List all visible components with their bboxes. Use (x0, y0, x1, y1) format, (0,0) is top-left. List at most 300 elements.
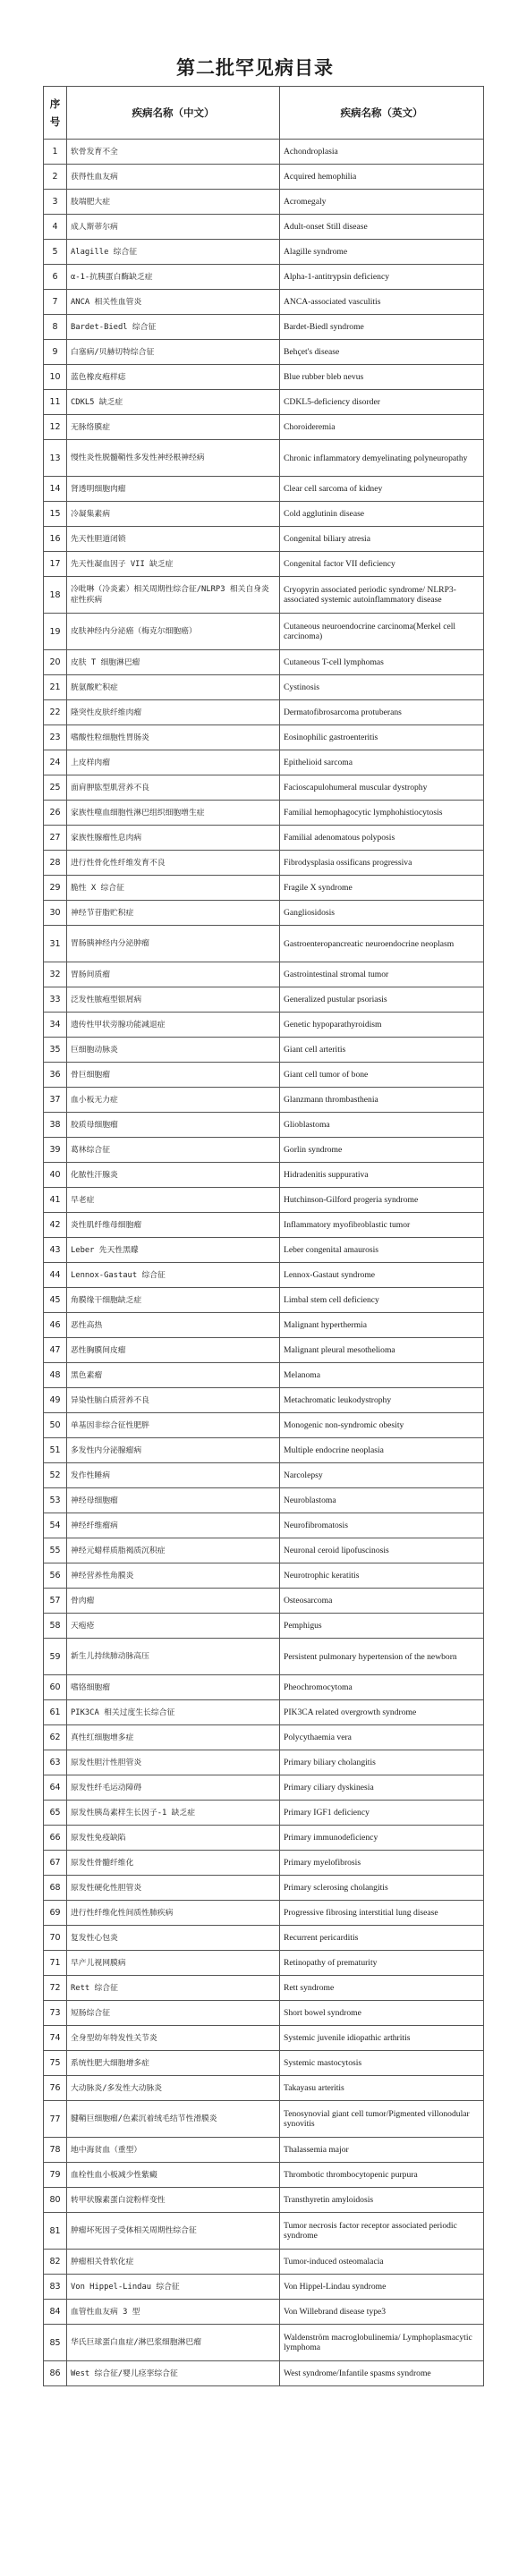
disease-name-chinese: α-1-抗胰蛋白酶缺乏症 (67, 265, 280, 290)
table-row (44, 2275, 484, 2300)
disease-name-english: Neuronal ceroid lipofuscinosis (280, 1538, 484, 1563)
table-row (44, 140, 484, 165)
disease-name-english: Osteosarcoma (280, 1589, 484, 1614)
disease-name-chinese: 蓝色橡皮疱样痣 (67, 365, 280, 390)
row-number: 16 (44, 527, 67, 552)
table-row (44, 2051, 484, 2076)
table-row (44, 1951, 484, 1976)
disease-name-english: Pheochromocytoma (280, 1675, 484, 1700)
disease-name-english: Waldenström macroglobulinemia/ Lymphoplasmacytic lymphoma (280, 2325, 484, 2361)
row-number: 5 (44, 240, 67, 265)
disease-name-english: Neurotrophic keratitis (280, 1563, 484, 1589)
row-number: 83 (44, 2275, 67, 2300)
disease-name-chinese: West 综合征/婴儿痉挛综合征 (67, 2361, 280, 2386)
disease-name-english: Generalized pustular psoriasis (280, 987, 484, 1013)
disease-name-english: Lennox-Gastaut syndrome (280, 1263, 484, 1288)
disease-name-english: Primary immunodeficiency (280, 1826, 484, 1851)
disease-name-chinese: 血管性血友病 3 型 (67, 2300, 280, 2325)
disease-name-chinese: 发作性睡病 (67, 1463, 280, 1488)
disease-name-chinese: Rett 综合征 (67, 1976, 280, 2001)
disease-name-chinese: 角膜缘干细胞缺乏症 (67, 1288, 280, 1313)
row-number: 41 (44, 1188, 67, 1213)
disease-name-english: Neuroblastoma (280, 1488, 484, 1513)
row-number: 24 (44, 750, 67, 775)
row-number: 2 (44, 165, 67, 190)
row-number: 1 (44, 140, 67, 165)
row-number: 37 (44, 1088, 67, 1113)
disease-name-chinese: 神经母细胞瘤 (67, 1488, 280, 1513)
row-number: 49 (44, 1388, 67, 1413)
table-row (44, 340, 484, 365)
disease-name-chinese: 皮肤 T 细胞淋巴瘤 (67, 650, 280, 675)
disease-name-chinese: 地中海贫血（重型） (67, 2138, 280, 2163)
disease-name-english: Eosinophilic gastroenteritis (280, 725, 484, 750)
disease-name-english: West syndrome/Infantile spasms syndrome (280, 2361, 484, 2386)
page-title: 第二批罕见病目录 (176, 57, 334, 79)
disease-name-english: Bardet-Biedl syndrome (280, 315, 484, 340)
disease-name-english: Takayasu arteritis (280, 2076, 484, 2101)
table-row (44, 826, 484, 851)
table-row (44, 1213, 484, 1238)
table-row (44, 2138, 484, 2163)
row-number: 54 (44, 1513, 67, 1538)
disease-name-english: Von Hippel-Lindau syndrome (280, 2275, 484, 2300)
disease-name-english: Gangliosidosis (280, 901, 484, 926)
disease-name-english: Multiple endocrine neoplasia (280, 1438, 484, 1463)
disease-name-english: Clear cell sarcoma of kidney (280, 477, 484, 502)
row-number: 74 (44, 2026, 67, 2051)
disease-name-english: Primary myelofibrosis (280, 1851, 484, 1876)
disease-name-english: Neurofibromatosis (280, 1513, 484, 1538)
row-number: 29 (44, 876, 67, 901)
row-number: 22 (44, 700, 67, 725)
table-row (44, 851, 484, 876)
row-number: 7 (44, 290, 67, 315)
table-row (44, 1976, 484, 2001)
table-row (44, 440, 484, 477)
row-number: 55 (44, 1538, 67, 1563)
disease-name-english: Leber congenital amaurosis (280, 1238, 484, 1263)
table-row (44, 987, 484, 1013)
disease-name-chinese: 原发性免疫缺陷 (67, 1826, 280, 1851)
row-number: 48 (44, 1363, 67, 1388)
disease-name-english: PIK3CA related overgrowth syndrome (280, 1700, 484, 1725)
disease-name-chinese: 真性红细胞增多症 (67, 1725, 280, 1750)
row-number: 62 (44, 1725, 67, 1750)
table-row (44, 1063, 484, 1088)
table-row (44, 1801, 484, 1826)
disease-name-english: Melanoma (280, 1363, 484, 1388)
rare-disease-table (43, 86, 484, 2386)
disease-name-chinese: 嗜酸性粒细胞性胃肠炎 (67, 725, 280, 750)
disease-name-chinese: 化脓性汗腺炎 (67, 1163, 280, 1188)
table-row (44, 650, 484, 675)
table-row (44, 725, 484, 750)
table-row (44, 1338, 484, 1363)
disease-name-english: Acquired hemophilia (280, 165, 484, 190)
disease-name-english: Transthyretin amyloidosis (280, 2188, 484, 2213)
row-number: 8 (44, 315, 67, 340)
row-number: 67 (44, 1851, 67, 1876)
row-number: 39 (44, 1138, 67, 1163)
table-row (44, 962, 484, 987)
table-row (44, 675, 484, 700)
row-number: 28 (44, 851, 67, 876)
disease-name-english: Achondroplasia (280, 140, 484, 165)
row-number: 64 (44, 1775, 67, 1801)
disease-name-chinese: 肿瘤相关骨软化症 (67, 2250, 280, 2275)
table-row (44, 315, 484, 340)
disease-name-english: Primary ciliary dyskinesia (280, 1775, 484, 1801)
disease-name-chinese: 胱氨酸贮积症 (67, 675, 280, 700)
table-row (44, 614, 484, 650)
row-number: 19 (44, 614, 67, 650)
table-row (44, 2101, 484, 2138)
disease-name-chinese: 神经节苷脂贮积症 (67, 901, 280, 926)
table-row (44, 2325, 484, 2361)
disease-name-chinese: 家族性噬血细胞性淋巴组织细胞增生症 (67, 801, 280, 826)
disease-name-chinese: 骨肉瘤 (67, 1589, 280, 1614)
disease-name-chinese: ANCA 相关性血管炎 (67, 290, 280, 315)
row-number: 30 (44, 901, 67, 926)
disease-name-english: Giant cell arteritis (280, 1038, 484, 1063)
row-number: 6 (44, 265, 67, 290)
disease-name-chinese: 肢端肥大症 (67, 190, 280, 215)
disease-name-chinese: 获得性血友病 (67, 165, 280, 190)
row-number: 85 (44, 2325, 67, 2361)
disease-name-chinese: 巨细胞动脉炎 (67, 1038, 280, 1063)
table-row (44, 415, 484, 440)
disease-name-chinese: 转甲状腺素蛋白淀粉样变性 (67, 2188, 280, 2213)
row-number: 17 (44, 552, 67, 577)
disease-name-english: Primary sclerosing cholangitis (280, 1876, 484, 1901)
disease-name-english: Gorlin syndrome (280, 1138, 484, 1163)
disease-name-chinese: 原发性胆汁性胆管炎 (67, 1750, 280, 1775)
row-number: 12 (44, 415, 67, 440)
disease-name-english: Short bowel syndrome (280, 2001, 484, 2026)
table-row (44, 1700, 484, 1725)
disease-name-chinese: 慢性炎性脱髓鞘性多发性神经根神经病 (67, 440, 280, 477)
disease-name-english: Familial adenomatous polyposis (280, 826, 484, 851)
row-number: 14 (44, 477, 67, 502)
table-row (44, 2163, 484, 2188)
table-row (44, 2076, 484, 2101)
table-row (44, 1488, 484, 1513)
header-no: 序号 (44, 87, 67, 140)
table-row (44, 1901, 484, 1926)
disease-name-chinese: 黑色素瘤 (67, 1363, 280, 1388)
disease-name-english: Rett syndrome (280, 1976, 484, 2001)
table-row (44, 2250, 484, 2275)
table-row (44, 1013, 484, 1038)
row-number: 9 (44, 340, 67, 365)
disease-name-chinese: 白塞病/贝赫切特综合征 (67, 340, 280, 365)
disease-name-chinese: 炎性肌纤维母细胞瘤 (67, 1213, 280, 1238)
disease-name-english: Von Willebrand disease type3 (280, 2300, 484, 2325)
row-number: 59 (44, 1639, 67, 1675)
disease-name-chinese: 胶质母细胞瘤 (67, 1113, 280, 1138)
disease-name-english: Glanzmann thrombasthenia (280, 1088, 484, 1113)
disease-name-chinese: 面肩胛肱型肌营养不良 (67, 775, 280, 801)
disease-name-chinese: 先天性胆道闭锁 (67, 527, 280, 552)
disease-name-chinese: 葛林综合征 (67, 1138, 280, 1163)
row-number: 26 (44, 801, 67, 826)
disease-name-chinese: 腱鞘巨细胞瘤/色素沉着绒毛结节性滑膜炎 (67, 2101, 280, 2138)
disease-name-english: Persistent pulmonary hypertension of the newborn (280, 1639, 484, 1675)
disease-name-english: Progressive fibrosing interstitial lung disease (280, 1901, 484, 1926)
row-number: 77 (44, 2101, 67, 2138)
row-number: 36 (44, 1063, 67, 1088)
row-number: 80 (44, 2188, 67, 2213)
table-row (44, 1413, 484, 1438)
table-row (44, 1513, 484, 1538)
row-number: 4 (44, 215, 67, 240)
disease-name-chinese: 遗传性甲状旁腺功能减退症 (67, 1013, 280, 1038)
table-row (44, 1438, 484, 1463)
row-number: 79 (44, 2163, 67, 2188)
table-row (44, 1826, 484, 1851)
disease-name-english: Cutaneous T-cell lymphomas (280, 650, 484, 675)
disease-name-chinese: 隆突性皮肤纤维肉瘤 (67, 700, 280, 725)
disease-name-chinese: 泛发性脓疱型银屑病 (67, 987, 280, 1013)
row-number: 73 (44, 2001, 67, 2026)
table-row (44, 390, 484, 415)
table-row (44, 365, 484, 390)
disease-name-chinese: 系统性肥大细胞增多症 (67, 2051, 280, 2076)
row-number: 72 (44, 1976, 67, 2001)
disease-name-english: Adult-onset Still disease (280, 215, 484, 240)
disease-name-english: Limbal stem cell deficiency (280, 1288, 484, 1313)
header-chinese-name: 疾病名称（中文） (67, 87, 280, 140)
disease-name-english: Primary IGF1 deficiency (280, 1801, 484, 1826)
row-number: 81 (44, 2213, 67, 2250)
table-row (44, 750, 484, 775)
disease-name-english: Congenital biliary atresia (280, 527, 484, 552)
table-row (44, 2026, 484, 2051)
row-number: 21 (44, 675, 67, 700)
disease-name-chinese: 进行性纤维化性间质性肺疾病 (67, 1901, 280, 1926)
disease-name-chinese: 进行性骨化性纤维发育不良 (67, 851, 280, 876)
disease-name-english: Malignant hyperthermia (280, 1313, 484, 1338)
row-number: 3 (44, 190, 67, 215)
disease-name-english: ANCA-associated vasculitis (280, 290, 484, 315)
disease-name-chinese: 无脉络膜症 (67, 415, 280, 440)
disease-name-english: Fragile X syndrome (280, 876, 484, 901)
table-row (44, 1463, 484, 1488)
row-number: 33 (44, 987, 67, 1013)
disease-name-english: Systemic juvenile idiopathic arthritis (280, 2026, 484, 2051)
disease-name-chinese: 成人斯蒂尔病 (67, 215, 280, 240)
disease-name-english: Gastrointestinal stromal tumor (280, 962, 484, 987)
disease-name-chinese: 血栓性血小板减少性紫癜 (67, 2163, 280, 2188)
disease-name-english: Pemphigus (280, 1614, 484, 1639)
table-row (44, 2213, 484, 2250)
row-number: 84 (44, 2300, 67, 2325)
row-number: 53 (44, 1488, 67, 1513)
disease-name-english: Hutchinson-Gilford progeria syndrome (280, 1188, 484, 1213)
disease-name-chinese: 软骨发育不全 (67, 140, 280, 165)
disease-name-chinese: PIK3CA 相关过度生长综合征 (67, 1700, 280, 1725)
disease-name-chinese: 原发性硬化性胆管炎 (67, 1876, 280, 1901)
disease-name-chinese: 胃肠间质瘤 (67, 962, 280, 987)
disease-name-english: Cystinosis (280, 675, 484, 700)
disease-name-chinese: 肾透明细胞肉瘤 (67, 477, 280, 502)
table-row (44, 265, 484, 290)
disease-name-chinese: 短肠综合征 (67, 2001, 280, 2026)
row-number: 44 (44, 1263, 67, 1288)
disease-name-chinese: 嗜铬细胞瘤 (67, 1675, 280, 1700)
row-number: 18 (44, 577, 67, 614)
row-number: 11 (44, 390, 67, 415)
disease-name-english: Acromegaly (280, 190, 484, 215)
row-number: 42 (44, 1213, 67, 1238)
row-number: 68 (44, 1876, 67, 1901)
disease-name-english: Tenosynovial giant cell tumor/Pigmented villonodular synovitis (280, 2101, 484, 2138)
disease-name-english: Dermatofibrosarcoma protuberans (280, 700, 484, 725)
disease-name-english: Choroideremia (280, 415, 484, 440)
row-number: 20 (44, 650, 67, 675)
table-row (44, 240, 484, 265)
row-number: 75 (44, 2051, 67, 2076)
row-number: 38 (44, 1113, 67, 1138)
row-number: 76 (44, 2076, 67, 2101)
disease-name-english: Alpha-1-antitrypsin deficiency (280, 265, 484, 290)
row-number: 61 (44, 1700, 67, 1725)
disease-name-chinese: 冷吡啉（冷炎素）相关周期性综合征/NLRP3 相关自身炎症性疾病 (67, 577, 280, 614)
disease-name-chinese: 血小板无力症 (67, 1088, 280, 1113)
table-row (44, 1188, 484, 1213)
row-number: 63 (44, 1750, 67, 1775)
row-number: 45 (44, 1288, 67, 1313)
table-header-row (44, 87, 484, 140)
table-row (44, 1563, 484, 1589)
disease-name-english: Genetic hypoparathyroidism (280, 1013, 484, 1038)
disease-name-english: Thalassemia major (280, 2138, 484, 2163)
disease-name-english: Behçet's disease (280, 340, 484, 365)
disease-name-english: Glioblastoma (280, 1113, 484, 1138)
disease-name-chinese: Bardet-Biedl 综合征 (67, 315, 280, 340)
disease-name-chinese: 原发性胰岛素样生长因子-1 缺乏症 (67, 1801, 280, 1826)
table-row (44, 1589, 484, 1614)
disease-name-chinese: 家族性腺瘤性息肉病 (67, 826, 280, 851)
table-row (44, 1138, 484, 1163)
disease-name-chinese: 恶性胸膜间皮瘤 (67, 1338, 280, 1363)
disease-name-chinese: Leber 先天性黑矇 (67, 1238, 280, 1263)
row-number: 27 (44, 826, 67, 851)
table-row (44, 190, 484, 215)
table-row (44, 801, 484, 826)
disease-name-english: Metachromatic leukodystrophy (280, 1388, 484, 1413)
table-row (44, 700, 484, 725)
disease-name-chinese: 骨巨细胞瘤 (67, 1063, 280, 1088)
table-row (44, 1263, 484, 1288)
disease-name-english: Familial hemophagocytic lymphohistiocytosis (280, 801, 484, 826)
table-row (44, 1775, 484, 1801)
row-number: 10 (44, 365, 67, 390)
disease-name-chinese: 异染性脑白质营养不良 (67, 1388, 280, 1413)
row-number: 32 (44, 962, 67, 987)
table-row (44, 1725, 484, 1750)
disease-name-chinese: 肿瘤坏死因子受体相关周期性综合征 (67, 2213, 280, 2250)
disease-name-english: Facioscapulohumeral muscular dystrophy (280, 775, 484, 801)
disease-name-english: Congenital factor VII deficiency (280, 552, 484, 577)
disease-name-english: Inflammatory myofibroblastic tumor (280, 1213, 484, 1238)
row-number: 58 (44, 1614, 67, 1639)
disease-name-chinese: 复发性心包炎 (67, 1926, 280, 1951)
disease-name-english: CDKL5-deficiency disorder (280, 390, 484, 415)
table-row (44, 1163, 484, 1188)
row-number: 35 (44, 1038, 67, 1063)
disease-name-english: Alagille syndrome (280, 240, 484, 265)
disease-name-english: Cutaneous neuroendocrine carcinoma(Merkel cell carcinoma) (280, 614, 484, 650)
disease-name-chinese: 皮肤神经内分泌癌（梅克尔细胞癌） (67, 614, 280, 650)
disease-name-chinese: 冷凝集素病 (67, 502, 280, 527)
row-number: 46 (44, 1313, 67, 1338)
disease-name-english: Giant cell tumor of bone (280, 1063, 484, 1088)
row-number: 50 (44, 1413, 67, 1438)
disease-name-chinese: 神经元蜡样质脂褐质沉积症 (67, 1538, 280, 1563)
row-number: 51 (44, 1438, 67, 1463)
disease-name-english: Narcolepsy (280, 1463, 484, 1488)
disease-name-english: Retinopathy of prematurity (280, 1951, 484, 1976)
table-row (44, 1113, 484, 1138)
table-row (44, 2361, 484, 2386)
table-row (44, 1363, 484, 1388)
row-number: 65 (44, 1801, 67, 1826)
disease-name-english: Monogenic non-syndromic obesity (280, 1413, 484, 1438)
disease-name-chinese: 先天性凝血因子 VII 缺乏症 (67, 552, 280, 577)
row-number: 56 (44, 1563, 67, 1589)
disease-name-english: Cryopyrin associated periodic syndrome/ NLRP3-associated systemic autoinflammatory disease (280, 577, 484, 614)
disease-name-chinese: 早产儿视网膜病 (67, 1951, 280, 1976)
table-row (44, 2001, 484, 2026)
table-row (44, 215, 484, 240)
table-row (44, 1313, 484, 1338)
row-number: 71 (44, 1951, 67, 1976)
table-row (44, 876, 484, 901)
row-number: 47 (44, 1338, 67, 1363)
table-row (44, 1851, 484, 1876)
disease-name-chinese: 华氏巨球蛋白血症/淋巴浆细胞淋巴瘤 (67, 2325, 280, 2361)
disease-name-chinese: 胃肠胰神经内分泌肿瘤 (67, 926, 280, 962)
disease-name-english: Hidradenitis suppurativa (280, 1163, 484, 1188)
table-row (44, 775, 484, 801)
disease-name-chinese: 新生儿持续肺动脉高压 (67, 1639, 280, 1675)
table-row (44, 1538, 484, 1563)
row-number: 66 (44, 1826, 67, 1851)
disease-name-english: Epithelioid sarcoma (280, 750, 484, 775)
disease-name-chinese: 多发性内分泌腺瘤病 (67, 1438, 280, 1463)
disease-name-english: Tumor necrosis factor receptor associated periodic syndrome (280, 2213, 484, 2250)
disease-name-english: Thrombotic thrombocytopenic purpura (280, 2163, 484, 2188)
disease-name-chinese: 脆性 X 综合征 (67, 876, 280, 901)
table-row (44, 901, 484, 926)
table-body (44, 140, 484, 2386)
table-row (44, 1038, 484, 1063)
row-number: 78 (44, 2138, 67, 2163)
disease-name-english: Chronic inflammatory demyelinating polyneuropathy (280, 440, 484, 477)
disease-name-english: Primary biliary cholangitis (280, 1750, 484, 1775)
disease-name-chinese: 原发性骨髓纤维化 (67, 1851, 280, 1876)
disease-name-chinese: 全身型幼年特发性关节炎 (67, 2026, 280, 2051)
table-row (44, 552, 484, 577)
row-number: 57 (44, 1589, 67, 1614)
table-row (44, 1675, 484, 1700)
table-row (44, 1639, 484, 1675)
row-number: 60 (44, 1675, 67, 1700)
disease-name-chinese: Alagille 综合征 (67, 240, 280, 265)
table-row (44, 1388, 484, 1413)
